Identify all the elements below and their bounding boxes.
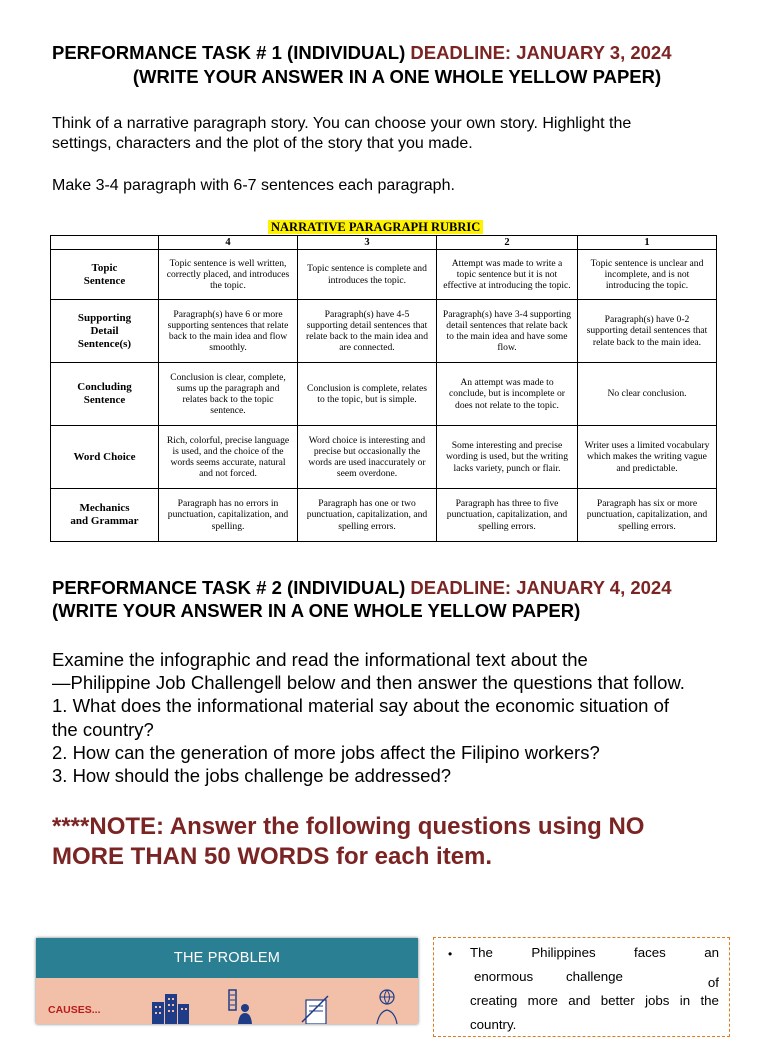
task2-heading-prefix: PERFORMANCE TASK # 2 (INDIVIDUAL) (52, 577, 411, 598)
rubric-header-cell: 2 (437, 236, 578, 250)
rubric-cell: Paragraph(s) have 3-4 supporting detail sentences that relate back to the main idea and have some flow. (437, 300, 578, 363)
rubric-cell: Conclusion is clear, complete, sums up the paragraph and relates back to the topic sentence. (159, 363, 298, 426)
text-line (470, 965, 719, 989)
task1-paragraph-2: Make 3-4 paragraph with 6-7 sentences each paragraph. (52, 177, 455, 194)
question-1: 1. What does the informational material say about the economic situation of (52, 695, 670, 717)
task1-deadline: DEADLINE: JANUARY 3, 2024 (410, 42, 672, 63)
informational-text-box (433, 937, 730, 1037)
rubric-cell: Paragraph(s) have 6 or more supporting sentences that relate back to the main idea and flow smoothly. (159, 300, 298, 363)
word: better (600, 993, 635, 1008)
rubric-cell: An attempt was made to conclude, but is incomplete or does not relate to the topic. (437, 363, 578, 426)
rubric-criterion: Topic Sentence (51, 250, 159, 300)
rubric-cell: Some interesting and precise wording is used, but the writing lacks variety, punch or flair. (437, 426, 578, 489)
word: The (470, 945, 493, 960)
table-row (51, 426, 717, 489)
rubric-table (50, 235, 717, 542)
globe-icon (371, 988, 403, 1024)
word-limit-note (52, 812, 732, 871)
word: in (679, 993, 691, 1008)
rubric-cell: Topic sentence is well written, correctly placed, and introduces the topic. (159, 250, 298, 300)
task2-instruction: (WRITE YOUR ANSWER IN A ONE WHOLE YELLOW PAPER) (52, 600, 581, 621)
rubric-cell: Topic sentence is complete and introduces the topic. (298, 250, 437, 300)
rubric-header-cell: 1 (578, 236, 717, 250)
causes-label: CAUSES... (48, 1004, 101, 1016)
text-line: settings, characters and the plot of the story that you made. (52, 135, 473, 152)
rubric-criterion: Word Choice (51, 426, 159, 489)
table-row (51, 300, 717, 363)
infographic-header: THE PROBLEM (36, 938, 418, 978)
text-line: —Philippine Job Challenge‖ below and then answer the questions that follow. (52, 672, 685, 694)
word: and (568, 993, 591, 1008)
task1-paragraph-1 (52, 114, 742, 154)
rubric-cell: Conclusion is complete, relates to the topic, but is simple. (298, 363, 437, 426)
rubric-cell: Paragraph has no errors in punctuation, capitalization, and spelling. (159, 489, 298, 542)
word: the (700, 993, 719, 1008)
rubric-header-cell: 3 (298, 236, 437, 250)
task1-instruction: (WRITE YOUR ANSWER IN A ONE WHOLE YELLOW PAPER) (132, 66, 662, 87)
rubric-header-row (51, 236, 717, 250)
task2-heading (52, 577, 742, 599)
word: enormous (474, 969, 534, 984)
task2-deadline: DEADLINE: JANUARY 4, 2024 (410, 577, 672, 598)
text-line (470, 941, 719, 965)
text-line: ****NOTE: Answer the following questions using NO (52, 813, 645, 840)
text-line: country. (470, 1017, 517, 1032)
rubric-criterion: Mechanics and Grammar (51, 489, 159, 542)
text-line: Think of a narrative paragraph story. You can choose your own story. Highlight the (52, 115, 632, 132)
rubric-cell: Writer uses a limited vocabulary which makes the writing vague and predictable. (578, 426, 717, 489)
question-1-continued: the country? (52, 718, 154, 740)
word: of (707, 975, 719, 990)
rubric-cell: Topic sentence is unclear and incomplete, and is not introducing the topic. (578, 250, 717, 300)
rubric-criterion: Supporting Detail Sentence(s) (51, 300, 159, 363)
table-row (51, 250, 717, 300)
rubric-cell: Attempt was made to write a topic sentence but it is not effective at introducing the topic. (437, 250, 578, 300)
rubric-header-cell: 4 (159, 236, 298, 250)
bullet-icon: • (448, 947, 453, 961)
text-line (470, 989, 719, 1013)
job-challenge-infographic (36, 938, 418, 1024)
rubric-cell: Rich, colorful, precise language is used, and the choice of the words seems accurate, natural and not forced. (159, 426, 298, 489)
rubric-cell: Paragraph has six or more punctuation, capitalization, and spelling errors. (578, 489, 717, 542)
table-row (51, 489, 717, 542)
document-icon (298, 994, 334, 1024)
question-2: 2. How can the generation of more jobs affect the Filipino workers? (52, 741, 600, 763)
buildings-icon (148, 990, 192, 1024)
text-line: Examine the infographic and read the informational text about the (52, 649, 588, 670)
task1-heading (52, 42, 742, 64)
table-row (51, 363, 717, 426)
question-3: 3. How should the jobs challenge be addressed? (52, 765, 452, 787)
rubric-header-cell (51, 236, 159, 250)
task1-heading-prefix: PERFORMANCE TASK # 1 (INDIVIDUAL) (52, 42, 411, 63)
rubric-title: NARRATIVE PARAGRAPH RUBRIC (268, 220, 483, 234)
rubric-cell: Paragraph(s) have 4-5 supporting detail sentences that relate back to the main idea and are connected. (298, 300, 437, 363)
rubric-cell: Paragraph has three to five punctuation, capitalization, and spelling errors. (437, 489, 578, 542)
word: challenge (566, 969, 623, 984)
infographic-body (36, 978, 418, 1024)
word: an (704, 945, 719, 960)
word: jobs (645, 993, 670, 1008)
task2-intro (52, 648, 742, 787)
word: creating (470, 993, 518, 1008)
rubric-criterion: Concluding Sentence (51, 363, 159, 426)
worker-icon (226, 988, 254, 1024)
text-line: MORE THAN 50 WORDS for each item. (52, 842, 493, 870)
word: faces (634, 945, 666, 960)
rubric-cell: No clear conclusion. (578, 363, 717, 426)
rubric-cell: Paragraph has one or two punctuation, capitalization, and spelling errors. (298, 489, 437, 542)
word: Philippines (531, 945, 596, 960)
rubric-cell: Paragraph(s) have 0-2 supporting detail sentences that relate back to the main idea. (578, 300, 717, 363)
word: more (527, 993, 558, 1008)
rubric-cell: Word choice is interesting and precise but occasionally the words are used inaccurately or seem overdone. (298, 426, 437, 489)
